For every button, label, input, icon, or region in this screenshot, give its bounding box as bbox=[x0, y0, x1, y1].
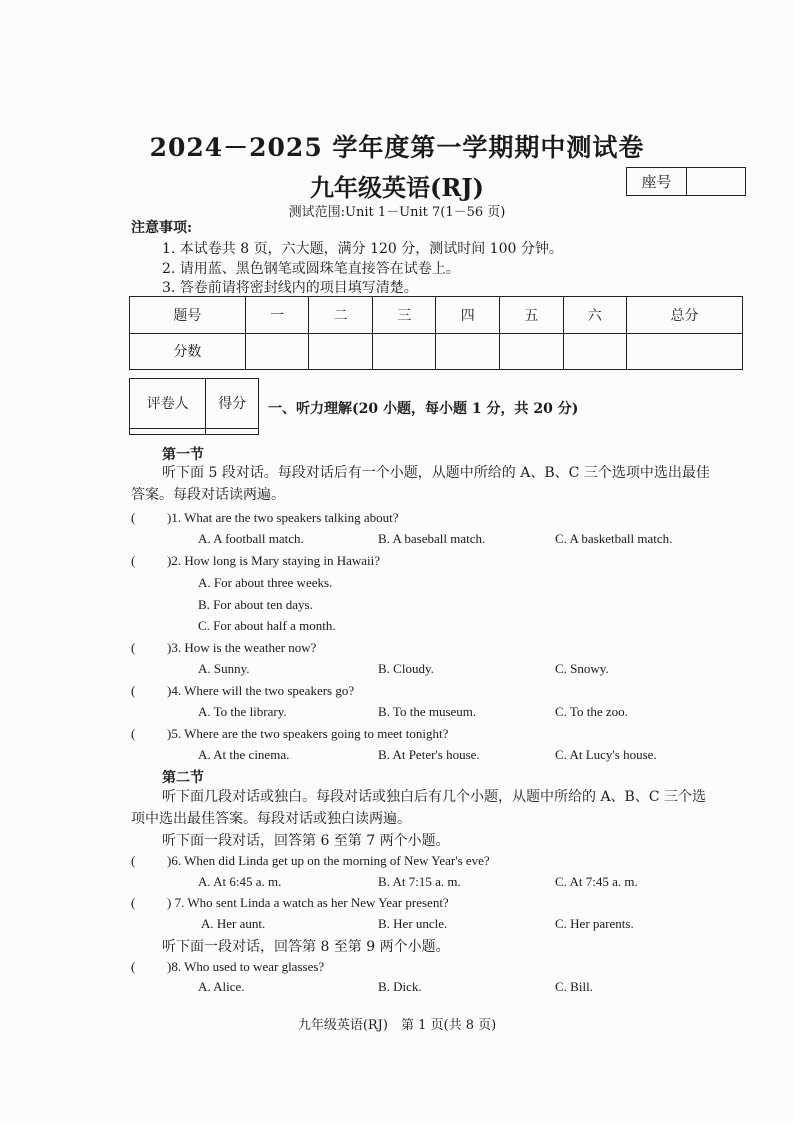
exam-title: 2024－2025 学年度第一学期期中测试卷 bbox=[149, 133, 645, 162]
note-item: 1. 本试卷共 8 页，六大题，满分 120 分，测试时间 100 分钟。 bbox=[162, 241, 563, 257]
score-cell[interactable] bbox=[206, 428, 259, 434]
question-stem bbox=[131, 959, 324, 975]
option-b: B. Dick. bbox=[378, 979, 422, 994]
grader-cell[interactable] bbox=[130, 428, 206, 434]
part-instructions: 听下面 5 段对话。每段对话后有一个小题，从题中所给的 A、B、C 三个选项中选出最佳 bbox=[162, 465, 710, 481]
score-cell[interactable] bbox=[436, 333, 500, 370]
question-text: )4. Where will the two speakers go? bbox=[167, 683, 355, 698]
question-stem bbox=[131, 640, 316, 656]
part-title: 第二节 bbox=[162, 770, 204, 786]
answer-bracket[interactable]: ( bbox=[131, 726, 136, 741]
score-cell[interactable] bbox=[499, 333, 563, 370]
dialog-instruction: 听下面一段对话，回答第 6 至第 7 两个小题。 bbox=[162, 833, 450, 849]
question-text: )8. Who used to wear glasses? bbox=[167, 959, 325, 974]
score-cell[interactable] bbox=[372, 333, 436, 370]
option-b: B. Her uncle. bbox=[378, 916, 448, 931]
part-instructions: 项中选出最佳答案。每段对话或独白读两遍。 bbox=[131, 811, 411, 827]
question-text: ) 7. Who sent Linda a watch as her New Year present? bbox=[167, 895, 449, 910]
exam-subtitle: 九年级英语(RJ) bbox=[309, 173, 484, 202]
answer-bracket[interactable]: ( bbox=[131, 510, 136, 525]
option-b: B. To the museum. bbox=[378, 704, 477, 719]
option-c: C. At Lucy's house. bbox=[555, 747, 657, 762]
question-stem bbox=[131, 553, 380, 569]
answer-bracket[interactable]: ( bbox=[131, 895, 136, 910]
question-text: )5. Where are the two speakers going to meet tonight? bbox=[167, 726, 449, 741]
question-text: )1. What are the two speakers talking about? bbox=[167, 510, 399, 525]
part-title: 第一节 bbox=[162, 447, 204, 463]
question-stem bbox=[131, 510, 399, 526]
option-b: B. Cloudy. bbox=[378, 661, 434, 676]
answer-bracket[interactable]: ( bbox=[131, 853, 136, 868]
question-text: )3. How is the weather now? bbox=[167, 640, 317, 655]
option-a: A. To the library. bbox=[198, 704, 287, 719]
question-stem bbox=[131, 726, 448, 742]
question-text: )2. How long is Mary staying in Hawaii? bbox=[167, 553, 381, 568]
grader-table bbox=[129, 378, 259, 435]
score-cell[interactable] bbox=[245, 333, 309, 370]
option-c: C. At 7:45 a. m. bbox=[555, 874, 638, 889]
seat-label: 座号 bbox=[627, 168, 687, 195]
option-a: A. For about three weeks. bbox=[198, 575, 333, 590]
option-b: B. A baseball match. bbox=[378, 531, 486, 546]
option-c: C. For about half a month. bbox=[198, 618, 336, 633]
score-header-cell: 二 bbox=[309, 297, 373, 334]
section-title: 一、听力理解(20 小题，每小题 1 分，共 20 分) bbox=[268, 401, 579, 417]
option-a: A. At 6:45 a. m. bbox=[198, 874, 282, 889]
score-table-header-row bbox=[130, 297, 743, 334]
score-label: 得分 bbox=[206, 379, 259, 429]
test-range: 测试范围:Unit 1－Unit 7(1－56 页) bbox=[288, 205, 506, 220]
answer-bracket[interactable]: ( bbox=[131, 959, 136, 974]
grader-label: 评卷人 bbox=[130, 379, 206, 429]
option-b: B. At 7:15 a. m. bbox=[378, 874, 461, 889]
answer-bracket[interactable]: ( bbox=[131, 553, 136, 568]
notes-title: 注意事项: bbox=[131, 220, 193, 236]
note-item: 2. 请用蓝、黑色钢笔或圆珠笔直接答在试卷上。 bbox=[162, 261, 460, 277]
score-table bbox=[129, 296, 743, 370]
answer-bracket[interactable]: ( bbox=[131, 640, 136, 655]
part-instructions: 听下面几段对话或独白。每段对话或独白后有几个小题，从题中所给的 A、B、C 三个选 bbox=[162, 789, 707, 805]
question-text: )6. When did Linda get up on the morning of New Year's eve? bbox=[167, 853, 490, 868]
score-header-cell: 三 bbox=[372, 297, 436, 334]
score-header-cell: 六 bbox=[563, 297, 627, 334]
option-c: C. Her parents. bbox=[555, 916, 634, 931]
score-cell[interactable] bbox=[627, 333, 743, 370]
score-header-cell: 一 bbox=[245, 297, 309, 334]
option-b: B. For about ten days. bbox=[198, 597, 313, 612]
option-a: A. Alice. bbox=[198, 979, 245, 994]
option-a: A. A football match. bbox=[198, 531, 304, 546]
option-c: C. Snowy. bbox=[555, 661, 609, 676]
question-stem bbox=[131, 683, 354, 699]
option-a: A. Sunny. bbox=[198, 661, 250, 676]
part-instructions: 答案。每段对话读两遍。 bbox=[131, 487, 285, 503]
score-header-cell: 四 bbox=[436, 297, 500, 334]
answer-bracket[interactable]: ( bbox=[131, 683, 136, 698]
option-c: C. Bill. bbox=[555, 979, 593, 994]
question-stem bbox=[131, 895, 449, 911]
option-c: C. A basketball match. bbox=[555, 531, 673, 546]
note-item: 3. 答卷前请将密封线内的项目填写清楚。 bbox=[162, 280, 418, 296]
option-b: B. At Peter's house. bbox=[378, 747, 480, 762]
score-row-label: 分数 bbox=[130, 333, 246, 370]
score-header-cell: 总分 bbox=[627, 297, 743, 334]
score-table-row bbox=[130, 333, 743, 370]
option-a: A. At the cinema. bbox=[198, 747, 290, 762]
seat-value[interactable] bbox=[687, 168, 745, 195]
option-a: A. Her aunt. bbox=[201, 916, 266, 931]
score-header-cell: 题号 bbox=[130, 297, 246, 334]
score-cell[interactable] bbox=[563, 333, 627, 370]
seat-number-box bbox=[626, 167, 746, 196]
score-header-cell: 五 bbox=[499, 297, 563, 334]
option-c: C. To the zoo. bbox=[555, 704, 628, 719]
question-stem bbox=[131, 853, 490, 869]
score-cell[interactable] bbox=[309, 333, 373, 370]
page-footer: 九年级英语(RJ) 第 1 页(共 8 页) bbox=[297, 1018, 497, 1033]
dialog-instruction: 听下面一段对话，回答第 8 至第 9 两个小题。 bbox=[162, 939, 450, 955]
